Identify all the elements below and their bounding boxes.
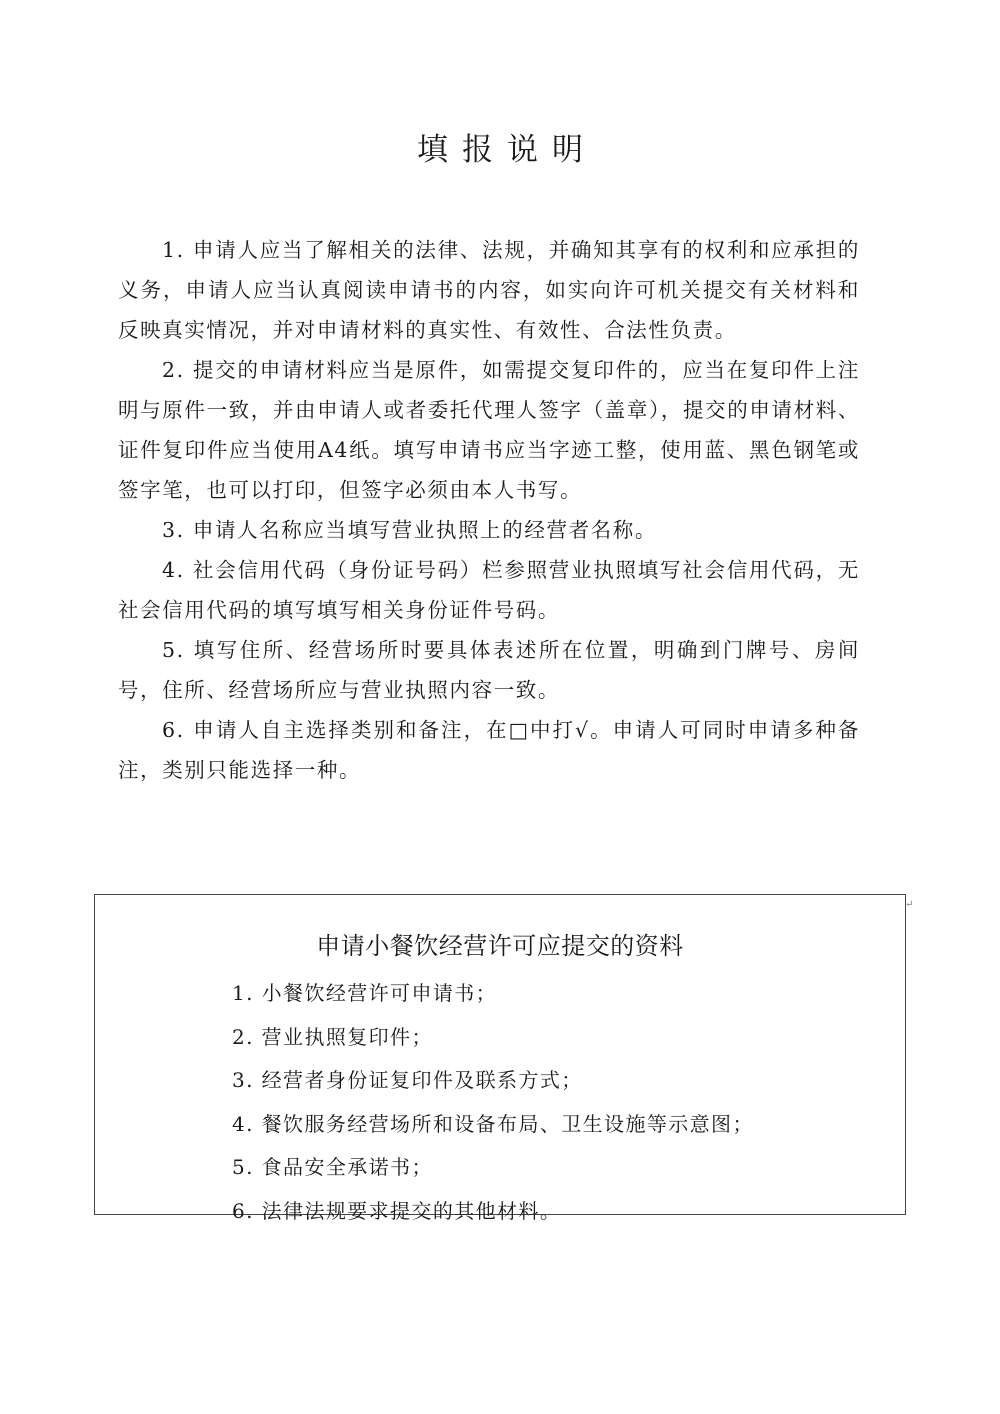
instruction-item-6: 6. 申请人自主选择类别和备注，在□中打√。申请人可同时申请多种备注，类别只能选择一种。 <box>118 718 860 782</box>
required-materials-box <box>94 894 906 1223</box>
required-materials-list <box>232 972 754 1233</box>
instruction-item-4: 4. 社会信用代码（身份证号码）栏参照营业执照填写社会信用代码，无社会信用代码的填写填写相关身份证件号码。 <box>118 558 860 622</box>
paragraph-mark: ↵ <box>905 899 914 910</box>
instructions-list <box>118 230 860 790</box>
material-item-6: 6. 法律法规要求提交的其他材料。 <box>232 1198 562 1223</box>
material-item-2: 2. 营业执照复印件； <box>232 1024 433 1049</box>
material-item-4: 4. 餐饮服务经营场所和设备布局、卫生设施等示意图； <box>232 1111 754 1136</box>
material-item-1: 1. 小餐饮经营许可申请书； <box>232 981 498 1005</box>
page-title: 填报说明 <box>417 132 597 168</box>
instruction-item-3: 3. 申请人名称应当填写营业执照上的经营者名称。 <box>162 518 657 542</box>
material-item-3: 3. 经营者身份证复印件及联系方式； <box>232 1068 583 1092</box>
required-materials-title: 申请小餐饮经营许可应提交的资料 <box>316 932 684 960</box>
instruction-item-5: 5. 填写住所、经营场所时要具体表述所在位置，明确到门牌号、房间号，住所、经营场所应与营业执照内容一致。 <box>118 638 860 702</box>
material-item-5: 5. 食品安全承诺书； <box>232 1155 433 1179</box>
instruction-item-1: 1. 申请人应当了解相关的法律、法规，并确知其享有的权利和应承担的义务，申请人应当认真阅读申请书的内容，如实向许可机关提交有关材料和反映真实情况，并对申请材料的真实性、有效性、合法性负责。 <box>118 238 860 342</box>
instruction-item-2: 2. 提交的申请材料应当是原件，如需提交复印件的，应当在复印件上注明与原件一致，并由申请人或者委托代理人签字（盖章），提交的申请材料、证件复印件应当使用A4纸。填写申请书应当字迹工整，使用蓝、黑色钢笔或签字笔，也可以打印，但签字必须由本人书写。 <box>118 358 860 502</box>
